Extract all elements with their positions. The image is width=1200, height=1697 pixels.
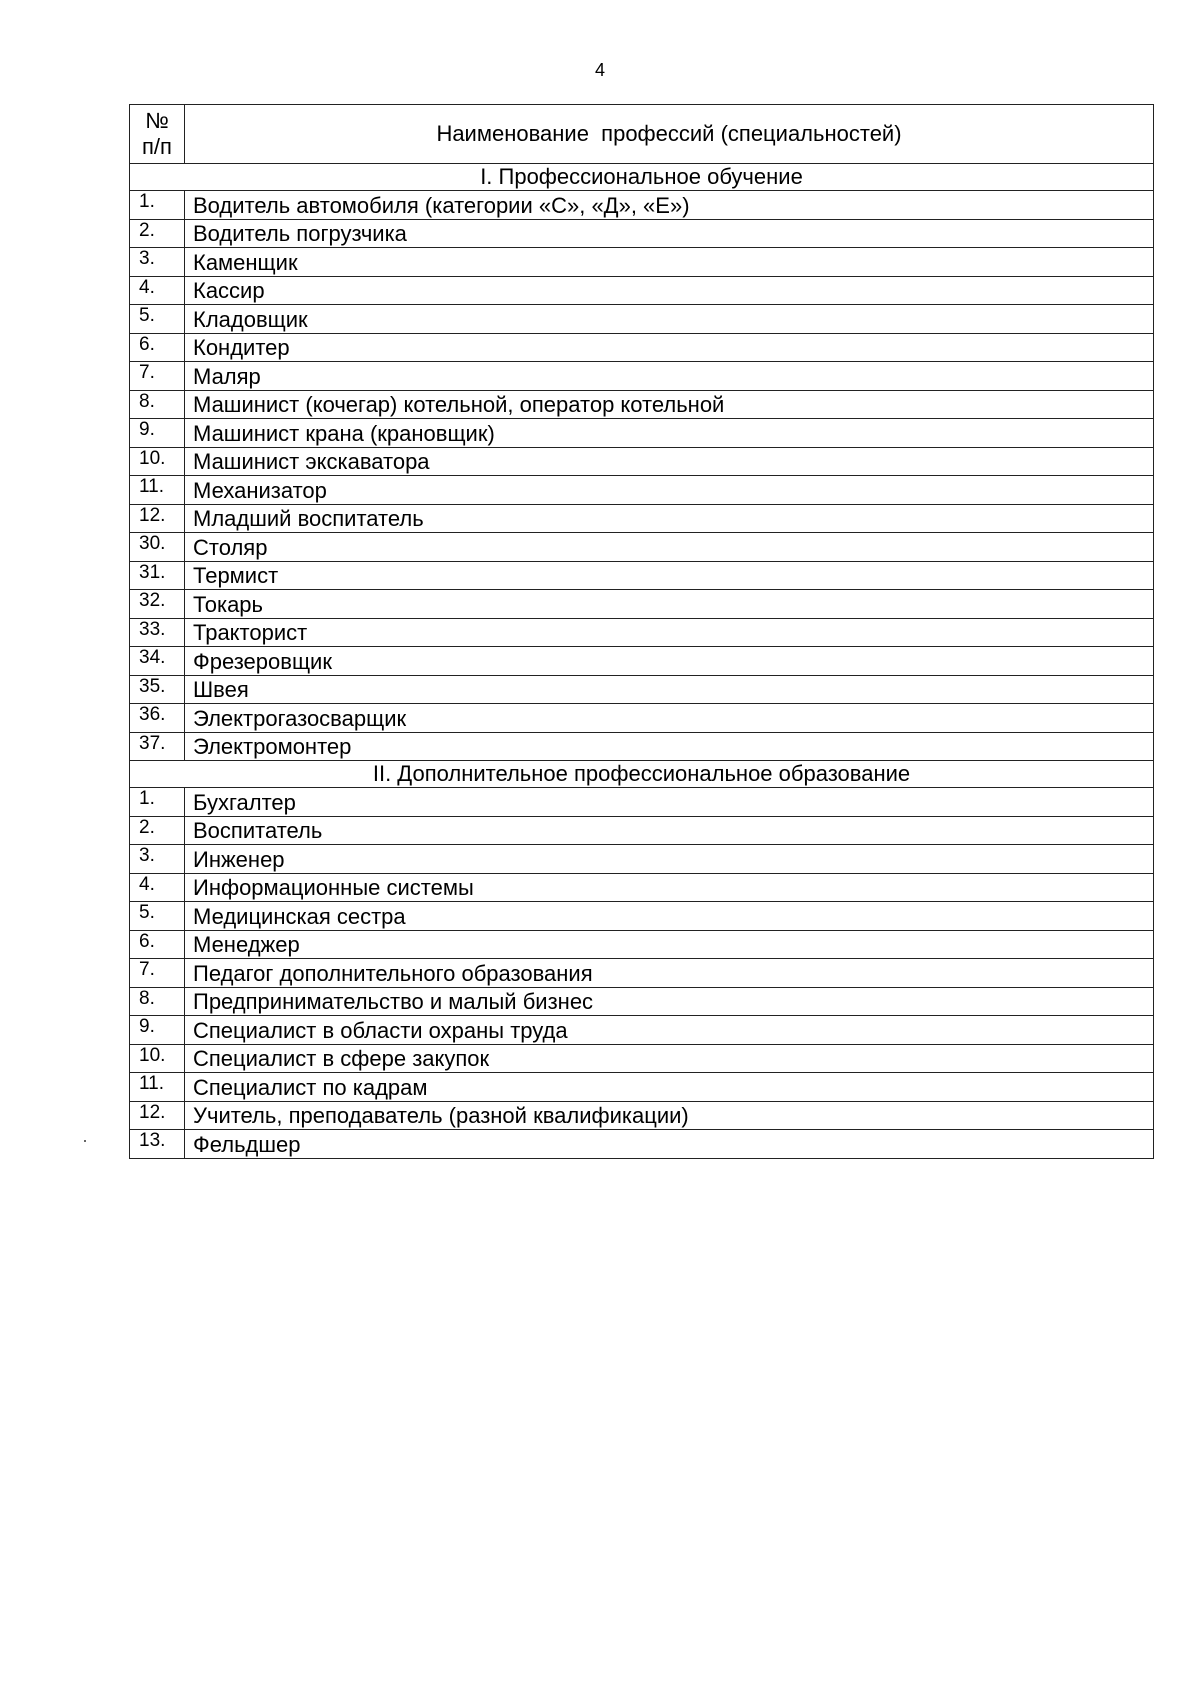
section-title: I. Профессиональное обучение — [130, 164, 1154, 191]
profession-name: Токарь — [185, 590, 1154, 619]
table-row — [130, 1016, 1154, 1045]
table-row — [130, 248, 1154, 277]
table-row — [130, 902, 1154, 931]
table-row — [130, 476, 1154, 505]
table-row — [130, 419, 1154, 448]
table-row — [130, 1101, 1154, 1130]
row-number: 8. — [130, 987, 185, 1016]
section-row — [130, 164, 1154, 191]
row-number: 36. — [130, 704, 185, 733]
row-number: 35. — [130, 675, 185, 704]
table-row — [130, 816, 1154, 845]
row-number: 2. — [130, 816, 185, 845]
row-number: 6. — [130, 333, 185, 362]
row-number: 9. — [130, 419, 185, 448]
profession-name: Специалист в сфере закупок — [185, 1044, 1154, 1073]
row-number: 7. — [130, 959, 185, 988]
profession-name: Каменщик — [185, 248, 1154, 277]
table-row — [130, 1044, 1154, 1073]
row-number: 7. — [130, 362, 185, 391]
row-number: 6. — [130, 930, 185, 959]
table-row — [130, 362, 1154, 391]
professions-table — [129, 104, 1154, 1159]
table-row — [130, 845, 1154, 874]
page-number: 4 — [594, 60, 605, 80]
table-row — [130, 704, 1154, 733]
profession-name: Водитель погрузчика — [185, 219, 1154, 248]
table-row — [130, 647, 1154, 676]
table-row — [130, 305, 1154, 334]
profession-name: Кладовщик — [185, 305, 1154, 334]
table-row — [130, 590, 1154, 619]
table-row — [130, 873, 1154, 902]
row-number: 3. — [130, 248, 185, 277]
row-number: 33. — [130, 618, 185, 647]
row-number: 11. — [130, 476, 185, 505]
row-number: 5. — [130, 902, 185, 931]
table-row — [130, 447, 1154, 476]
row-number: 8. — [130, 390, 185, 419]
table-row — [130, 504, 1154, 533]
profession-name: Фельдшер — [185, 1130, 1154, 1159]
profession-name: Машинист (кочегар) котельной, оператор котельной — [185, 390, 1154, 419]
section-title: II. Дополнительное профессиональное образование — [130, 761, 1154, 788]
row-number: 4. — [130, 276, 185, 305]
table-row — [130, 191, 1154, 220]
row-number: 30. — [130, 533, 185, 562]
row-number: 12. — [130, 504, 185, 533]
scan-speck — [84, 1140, 86, 1142]
table-body — [130, 164, 1154, 1159]
row-number: 12. — [130, 1101, 185, 1130]
row-number: 31. — [130, 561, 185, 590]
table-row — [130, 561, 1154, 590]
header-num-label: № п/п — [142, 108, 172, 159]
profession-name: Электрогазосварщик — [185, 704, 1154, 733]
row-number: 9. — [130, 1016, 185, 1045]
profession-name: Инженер — [185, 845, 1154, 874]
table-header-row — [130, 105, 1154, 164]
profession-name: Специалист по кадрам — [185, 1073, 1154, 1102]
profession-name: Машинист крана (крановщик) — [185, 419, 1154, 448]
table-row — [130, 1130, 1154, 1159]
profession-name: Информационные системы — [185, 873, 1154, 902]
table-row — [130, 1073, 1154, 1102]
row-number: 5. — [130, 305, 185, 334]
table-row — [130, 276, 1154, 305]
row-number: 2. — [130, 219, 185, 248]
profession-name: Предпринимательство и малый бизнес — [185, 987, 1154, 1016]
row-number: 10. — [130, 1044, 185, 1073]
row-number: 1. — [130, 191, 185, 220]
header-num-cell — [130, 105, 185, 164]
row-number: 34. — [130, 647, 185, 676]
row-number: 4. — [130, 873, 185, 902]
table-row — [130, 930, 1154, 959]
table-row — [130, 987, 1154, 1016]
profession-name: Столяр — [185, 533, 1154, 562]
row-number: 1. — [130, 788, 185, 817]
profession-name: Швея — [185, 675, 1154, 704]
profession-name: Электромонтер — [185, 732, 1154, 761]
table-row — [130, 788, 1154, 817]
profession-name: Педагог дополнительного образования — [185, 959, 1154, 988]
row-number: 37. — [130, 732, 185, 761]
profession-name: Фрезеровщик — [185, 647, 1154, 676]
profession-name: Маляр — [185, 362, 1154, 391]
profession-name: Медицинская сестра — [185, 902, 1154, 931]
profession-name: Младший воспитатель — [185, 504, 1154, 533]
table-row — [130, 618, 1154, 647]
profession-name: Учитель, преподаватель (разной квалификации) — [185, 1101, 1154, 1130]
profession-name: Кондитер — [185, 333, 1154, 362]
profession-name: Специалист в области охраны труда — [185, 1016, 1154, 1045]
header-name-label: Наименование профессий (специальностей) — [436, 121, 902, 146]
table-row — [130, 675, 1154, 704]
table-row — [130, 390, 1154, 419]
profession-name: Тракторист — [185, 618, 1154, 647]
row-number: 11. — [130, 1073, 185, 1102]
table-row — [130, 219, 1154, 248]
row-number: 13. — [130, 1130, 185, 1159]
table-row — [130, 533, 1154, 562]
table-row — [130, 333, 1154, 362]
row-number: 10. — [130, 447, 185, 476]
profession-name: Механизатор — [185, 476, 1154, 505]
profession-name: Машинист экскаватора — [185, 447, 1154, 476]
profession-name: Воспитатель — [185, 816, 1154, 845]
profession-name: Кассир — [185, 276, 1154, 305]
profession-name: Бухгалтер — [185, 788, 1154, 817]
profession-name: Водитель автомобиля (категории «С», «Д», «Е») — [185, 191, 1154, 220]
profession-name: Менеджер — [185, 930, 1154, 959]
header-name-cell — [185, 105, 1154, 164]
section-row — [130, 761, 1154, 788]
table-row — [130, 732, 1154, 761]
row-number: 3. — [130, 845, 185, 874]
table-row — [130, 959, 1154, 988]
row-number: 32. — [130, 590, 185, 619]
profession-name: Термист — [185, 561, 1154, 590]
